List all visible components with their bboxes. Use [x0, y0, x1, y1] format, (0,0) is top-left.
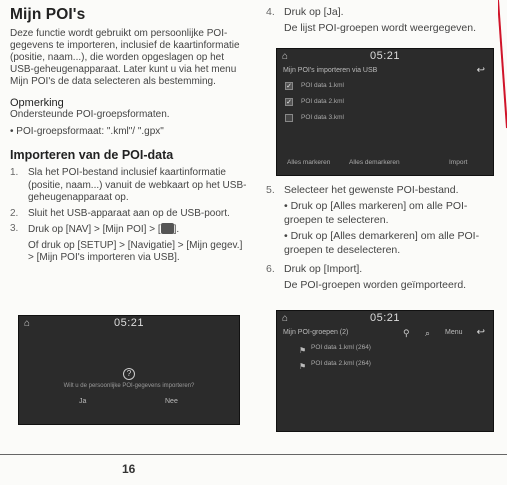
screen-topbar	[19, 316, 239, 331]
step-number: 4.	[266, 6, 275, 18]
list-item[interactable]: ⚑ POI data 1.kml (264)	[277, 340, 493, 356]
yes-button[interactable]: Ja	[79, 398, 87, 405]
clock: 05:21	[113, 317, 145, 329]
no-button[interactable]: Nee	[165, 398, 178, 405]
step-item	[10, 167, 248, 205]
import-steps	[10, 167, 248, 237]
dialog-question: Wilt u de persoonlijke POI-gegevens importeren?	[63, 383, 195, 389]
screen-title: Mijn POI-groepen (2) ⚲ ⌕ Menu ↩	[283, 327, 485, 338]
list-item[interactable]: ⚑ POI data 2.kml (264)	[277, 356, 493, 372]
step-item	[10, 223, 248, 237]
list-item[interactable]: ✓ POI data 2.kml	[286, 98, 344, 106]
import-confirm-screen	[18, 315, 240, 425]
step-4	[266, 6, 502, 19]
pin-icon[interactable]: ⚲	[403, 328, 410, 338]
page-number: 16	[122, 462, 136, 476]
step-text: Selecteer het gewenste POI-bestand.	[284, 184, 459, 196]
note-text: Ondersteunde POI-groepsformaten.	[10, 109, 170, 120]
home-icon[interactable]: ⌂	[282, 313, 289, 324]
clock: 05:21	[369, 50, 401, 62]
checkbox-checked-icon[interactable]: ✓	[286, 83, 292, 90]
checkbox-checked-icon[interactable]: ✓	[286, 99, 292, 106]
menu-button[interactable]: Menu	[445, 329, 463, 336]
home-icon[interactable]: ⌂	[282, 51, 289, 62]
screen-topbar	[277, 311, 493, 326]
step-4-result: De lijst POI-groepen wordt weergegeven.	[284, 22, 477, 34]
step-5-bullet-mark: • Druk op [Alles markeren] om alle POI-groepen te selecteren.	[284, 200, 468, 226]
back-icon[interactable]: ↩	[476, 65, 485, 76]
screen-title: Mijn POI's importeren via USB ↩	[283, 65, 485, 76]
note-title: Opmerking	[10, 97, 64, 109]
step-text: Sla het POI-bestand inclusief kaartinformatie (positie, naam...) vanuit de webkaart op het USB-geheugenapparaat op.	[28, 167, 247, 203]
checkbox-unchecked-icon[interactable]	[285, 114, 293, 122]
note-bullet: • POI-groepsformaat: ".kml"/ ".gpx"	[10, 126, 164, 137]
poi-group-icon: ⚑	[299, 362, 307, 371]
step-text: Sluit het USB-apparaat aan op de USB-poort.	[28, 207, 230, 219]
step-number: 6.	[266, 263, 275, 275]
poi-groups-screen	[276, 310, 494, 432]
step-number: 1.	[10, 167, 19, 178]
poi-import-list-screen	[276, 48, 494, 176]
step-5-bullet-unmark: • Druk op [Alles demarkeren] om alle POI-groepen te deselecteren.	[284, 230, 480, 256]
mark-all-button[interactable]: Alles markeren	[287, 159, 331, 166]
unmark-all-button[interactable]: Alles demarkeren	[349, 159, 400, 166]
step-text: Druk op [Ja].	[284, 6, 344, 18]
left-column	[10, 6, 248, 265]
screen-topbar	[277, 49, 493, 64]
step-number: 5.	[266, 184, 275, 196]
steps-5-6	[266, 184, 502, 292]
step-5	[266, 184, 502, 197]
right-column	[266, 6, 502, 35]
step-text: Druk op [Import].	[284, 263, 363, 275]
clock: 05:21	[369, 312, 401, 324]
back-icon[interactable]: ↩	[476, 327, 485, 338]
poi-group-icon: ⚑	[299, 346, 307, 355]
step3-alternative: Of druk op [SETUP] > [Navigatie] > [Mijn gegev.] > [Mijn POI's importeren via USB].	[28, 239, 243, 263]
home-icon[interactable]: ⌂	[24, 318, 31, 329]
import-key-icon	[161, 223, 174, 234]
section-title: Importeren van de POI-data	[10, 148, 174, 162]
step-number: 2.	[10, 207, 19, 219]
footer-rule	[0, 454, 507, 455]
list-item[interactable]: POI data 3.kml	[277, 110, 493, 126]
step-6-result: De POI-groepen worden geïmporteerd.	[284, 279, 467, 291]
step-text: Druk op [NAV] > [Mijn POI] > [ ].	[28, 224, 180, 235]
search-icon[interactable]: ⌕	[425, 328, 431, 338]
step-6	[266, 263, 502, 276]
question-icon: ?	[123, 368, 135, 380]
intro-paragraph: Deze functie wordt gebruikt om persoonlijke POI-gegevens te importeren, inclusief de kaartinformatie (positie, naam...), die worden opgeslagen op het USB-geheugenapparaat. Later kunt u via het menu Mijn POI's de data selecteren als bestemming.	[10, 28, 240, 87]
page-edge-tab	[498, 0, 507, 130]
screen-bottom-bar	[277, 159, 493, 171]
import-button[interactable]: Import	[449, 159, 468, 166]
step-item	[10, 208, 248, 221]
page-title: Mijn POI's	[10, 6, 86, 23]
list-item[interactable]: ✓ POI data 1.kml	[286, 82, 344, 90]
step-number: 3.	[10, 223, 19, 234]
page-edge-line	[498, 0, 507, 130]
